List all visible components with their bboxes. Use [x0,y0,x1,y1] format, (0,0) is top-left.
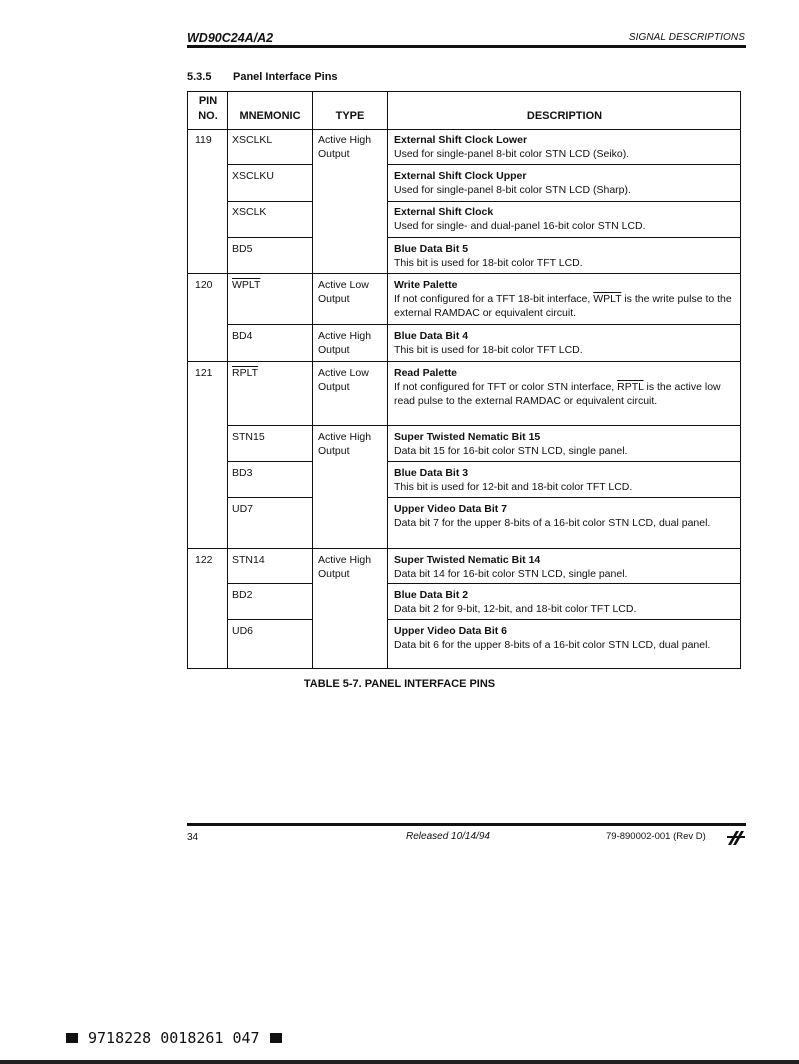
panel-interface-pins-table [187,91,741,669]
description-title: Upper Video Data Bit 7 [394,503,507,515]
row-rule [227,201,313,202]
row-rule [227,237,313,238]
mnemonic: XSCLKU [232,170,275,182]
pin-group-rule [187,548,741,549]
table-border-bottom [187,668,741,669]
footer-page-number: 34 [187,832,199,843]
description [394,169,736,197]
footer-doc-number: 79-890002-001 (Rev D) [606,831,706,842]
row-rule [387,497,741,498]
description [394,624,736,652]
row-rule [387,583,741,584]
header-section-name: SIGNAL DESCRIPTIONS [628,32,745,43]
description [394,366,736,408]
description [394,133,736,161]
description [394,278,736,320]
description-text: If not configured for a TFT 18-bit interface, [394,293,594,305]
mnemonic: RPLT [232,367,259,379]
type: Active High Output [318,330,372,356]
description-title: Super Twisted Nematic Bit 14 [394,554,541,566]
type: Active High Output [318,134,372,160]
scan-bottom-edge [0,1060,799,1064]
description-signal: WPLT [593,293,622,305]
mnemonic: BD5 [232,243,253,255]
table-border-left [187,91,188,669]
description-title: Blue Data Bit 2 [394,589,469,601]
mnemonic: STN15 [232,431,265,443]
description-text: This bit is used for 18-bit color TFT LCD. [394,257,583,269]
description-text: Data bit 6 for the upper 8-bits of a 16-bit color STN LCD, dual panel. [394,639,711,651]
header-pin-line1: PIN [198,95,218,107]
header-rule [187,45,746,48]
table-border-top [187,91,741,92]
description-text: Used for single-panel 8-bit color STN LCD (Seiko). [394,148,630,160]
tracking-code-text: 9718228 0018261 047 [88,1029,260,1047]
description-text: Used for single- and dual-panel 16-bit color STN LCD. [394,220,646,232]
pin-group-rule [187,273,741,274]
description [394,430,736,458]
marker-square-icon [270,1033,282,1043]
header-pin [191,94,225,124]
description-text: This bit is used for 12-bit and 18-bit color TFT LCD. [394,481,633,493]
row-rule [227,324,741,325]
mnemonic: XSCLK [232,206,267,218]
header-mnemonic: MNEMONIC [239,110,301,122]
description [394,242,736,270]
description-text: is the write pulse to the external RAMDAC or equivalent circuit. [394,293,732,319]
pin-number: 120 [195,279,213,291]
description-text: This bit is used for 18-bit color TFT LCD. [394,344,583,356]
description-title: Read Palette [394,367,458,379]
mnemonic: BD4 [232,330,253,342]
description-title: Super Twisted Nematic Bit 15 [394,431,541,443]
description [394,502,736,530]
row-rule [387,201,741,202]
description-text: Used for single-panel 8-bit color STN LCD (Sharp). [394,184,631,196]
pin-number: 122 [195,554,213,566]
row-rule [227,425,741,426]
footer-release-date: Released 10/14/94 [406,831,490,842]
row-rule [227,619,313,620]
mnemonic: XSCLKL [232,134,273,146]
type: Active High Output [318,554,372,580]
row-rule [387,461,741,462]
description [394,329,736,357]
description-title: External Shift Clock Lower [394,134,528,146]
section-title [187,71,338,83]
description [394,588,736,616]
description-text: Data bit 7 for the upper 8-bits of a 16-bit color STN LCD, dual panel. [394,517,711,529]
marker-square-icon [66,1033,78,1043]
description-title: Write Palette [394,279,458,291]
description [394,466,736,494]
type: Active Low Output [318,367,369,393]
description-text: Data bit 14 for 16-bit color STN LCD, single panel. [394,568,628,580]
pin-number: 121 [195,367,213,379]
mnemonic: BD2 [232,589,253,601]
row-rule [227,497,313,498]
row-rule [227,164,313,165]
table-caption: TABLE 5-7. PANEL INTERFACE PINS [303,678,496,690]
description-title: Blue Data Bit 3 [394,467,469,479]
row-rule [227,461,313,462]
description-text: Data bit 2 for 9-bit, 12-bit, and 18-bit color TFT LCD. [394,603,637,615]
mnemonic: STN14 [232,554,265,566]
mnemonic: UD6 [232,625,254,637]
description [394,553,736,581]
description-signal: RPTL [617,381,644,393]
description-text: If not configured for TFT or color STN interface, [394,381,618,393]
type: Active Low Output [318,279,369,305]
bottom-tracking-code [66,1029,282,1047]
header-doc-id: WD90C24A/A2 [187,31,274,45]
section-title-text: Panel Interface Pins [233,71,338,83]
description-text: is the active low read pulse to the external RAMDAC or equivalent circuit. [394,381,721,407]
row-rule [387,237,741,238]
row-rule [387,619,741,620]
description-title: External Shift Clock Upper [394,170,527,182]
header-row-rule [187,129,741,130]
mnemonic: BD3 [232,467,253,479]
description-text: Data bit 15 for 16-bit color STN LCD, single panel. [394,445,628,457]
description-title: Blue Data Bit 5 [394,243,469,255]
pin-number: 119 [195,134,212,146]
pin-group-rule [187,361,741,362]
description-title: Upper Video Data Bit 6 [394,625,507,637]
row-rule [227,583,313,584]
footer-rule [187,823,746,826]
company-logo-icon [726,829,746,852]
mnemonic: WPLT [232,279,261,291]
header-description: DESCRIPTION [526,110,603,122]
description-title: External Shift Clock [394,206,494,218]
header-pin-line2: NO. [198,110,218,122]
header-type: TYPE [335,110,365,122]
section-number: 5.3.5 [187,71,212,83]
description [394,205,736,233]
row-rule [387,164,741,165]
description-title: Blue Data Bit 4 [394,330,469,342]
type: Active High Output [318,431,372,457]
mnemonic: UD7 [232,503,254,515]
